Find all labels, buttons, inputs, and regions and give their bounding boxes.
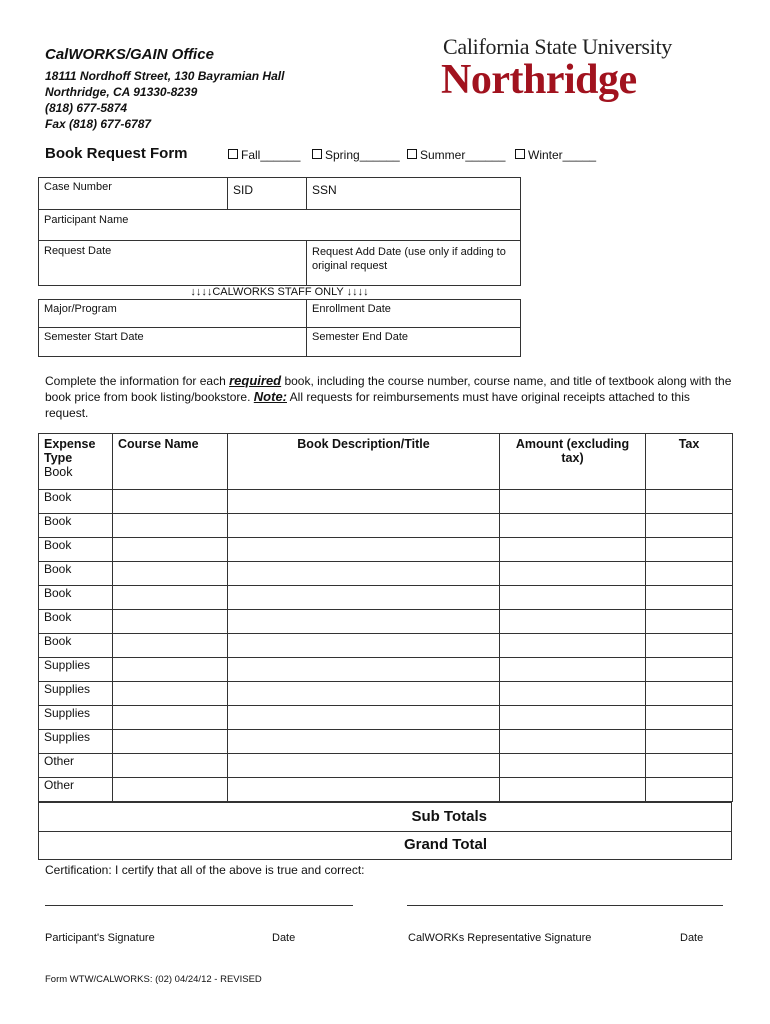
book-description-cell[interactable] xyxy=(228,538,500,562)
column-header: Course Name xyxy=(113,434,228,490)
amount-cell[interactable] xyxy=(500,754,646,778)
field-label: Semester End Date xyxy=(312,331,408,343)
course-name-cell[interactable] xyxy=(113,490,228,514)
table-row xyxy=(39,706,733,730)
book-description-cell[interactable] xyxy=(228,490,500,514)
expense-table xyxy=(38,433,733,802)
field-label: Enrollment Date xyxy=(312,303,391,315)
form-footer: Form WTW/CALWORKS: (02) 04/24/12 - REVISED xyxy=(45,974,262,985)
field-label: SID xyxy=(233,183,254,197)
required-emphasis: required xyxy=(229,373,282,388)
expense-type-cell: Supplies xyxy=(39,658,113,682)
first-row-type: Book xyxy=(44,465,73,479)
request-add-date-field[interactable] xyxy=(306,240,521,286)
instructions-part: Complete the information for each xyxy=(45,374,230,388)
amount-cell[interactable] xyxy=(500,586,646,610)
table-row xyxy=(39,490,733,514)
expense-type-cell: Other xyxy=(39,754,113,778)
tax-cell[interactable] xyxy=(646,610,733,634)
expense-type-cell: Supplies xyxy=(39,730,113,754)
form-title: Book Request Form xyxy=(45,145,188,162)
checkbox-icon[interactable] xyxy=(312,149,322,159)
term-label: Fall______ xyxy=(241,148,301,162)
amount-cell[interactable] xyxy=(500,682,646,706)
table-row xyxy=(39,562,733,586)
tax-cell[interactable] xyxy=(646,682,733,706)
expense-type-cell: Supplies xyxy=(39,682,113,706)
expense-type-cell: Book xyxy=(39,586,113,610)
field-label: Participant Name xyxy=(44,214,129,226)
grand-total-label: Grand Total xyxy=(403,836,487,853)
amount-cell[interactable] xyxy=(500,778,646,802)
course-name-cell[interactable] xyxy=(113,514,228,538)
checkbox-icon[interactable] xyxy=(228,149,238,159)
book-description-cell[interactable] xyxy=(228,706,500,730)
table-row xyxy=(39,514,733,538)
book-description-cell[interactable] xyxy=(228,754,500,778)
amount-cell[interactable] xyxy=(500,514,646,538)
table-row xyxy=(39,754,733,778)
checkbox-icon[interactable] xyxy=(407,149,417,159)
field-label: Semester Start Date xyxy=(44,331,144,343)
office-name: CalWORKS/GAIN Office xyxy=(45,46,214,63)
book-description-cell[interactable] xyxy=(228,682,500,706)
expense-type-cell: Book xyxy=(39,538,113,562)
checkbox-icon[interactable] xyxy=(515,149,525,159)
term-label: Summer______ xyxy=(420,148,506,162)
book-description-cell[interactable] xyxy=(228,610,500,634)
expense-type-cell: Book xyxy=(39,514,113,538)
course-name-cell[interactable] xyxy=(113,610,228,634)
term-spring[interactable] xyxy=(312,148,400,162)
request-date-field[interactable] xyxy=(38,240,307,286)
course-name-cell[interactable] xyxy=(113,658,228,682)
course-name-cell[interactable] xyxy=(113,538,228,562)
column-header: Tax xyxy=(646,434,733,490)
field-label: Case Number xyxy=(44,181,112,193)
tax-cell[interactable] xyxy=(646,778,733,802)
instructions-text xyxy=(45,373,735,421)
field-label: Major/Program xyxy=(44,303,117,315)
amount-cell[interactable] xyxy=(500,538,646,562)
rep-signature-line[interactable] xyxy=(407,905,723,906)
amount-cell[interactable] xyxy=(500,562,646,586)
tax-cell[interactable] xyxy=(646,658,733,682)
participant-signature-label: Participant's Signature xyxy=(45,932,155,944)
semester-start-field[interactable] xyxy=(38,327,307,357)
major-program-field[interactable] xyxy=(38,299,307,328)
book-description-cell[interactable] xyxy=(228,514,500,538)
university-logo-line1: California State University xyxy=(443,34,672,59)
expense-type-cell: Book xyxy=(39,634,113,658)
book-description-cell[interactable] xyxy=(228,730,500,754)
note-label: Note: xyxy=(253,389,287,404)
amount-cell[interactable] xyxy=(500,490,646,514)
field-label: SSN xyxy=(312,183,337,197)
amount-cell[interactable] xyxy=(500,706,646,730)
course-name-cell[interactable] xyxy=(113,682,228,706)
tax-cell[interactable] xyxy=(646,754,733,778)
tax-cell[interactable] xyxy=(646,562,733,586)
course-name-cell[interactable] xyxy=(113,754,228,778)
address-line: Northridge, CA 91330-8239 xyxy=(45,85,198,99)
ssn-field[interactable] xyxy=(306,177,521,210)
instructions-part: book, including the course number, course name, and title of textbook along with the book price from book listing/bookstore. xyxy=(45,374,732,404)
expense-type-cell: Other xyxy=(39,778,113,802)
table-row xyxy=(39,610,733,634)
course-name-cell[interactable] xyxy=(113,730,228,754)
phone-line: (818) 677-5874 xyxy=(45,101,128,115)
table-row xyxy=(39,586,733,610)
book-description-cell[interactable] xyxy=(228,658,500,682)
tax-cell[interactable] xyxy=(646,706,733,730)
field-label: Request Date xyxy=(44,245,112,257)
term-summer[interactable] xyxy=(407,148,505,162)
date-label: Date xyxy=(272,932,296,944)
book-description-cell[interactable] xyxy=(228,562,500,586)
tax-cell[interactable] xyxy=(646,586,733,610)
expense-type-cell: Supplies xyxy=(39,706,113,730)
term-fall[interactable] xyxy=(228,148,300,162)
tax-cell[interactable] xyxy=(646,538,733,562)
table-row xyxy=(39,682,733,706)
table-row xyxy=(39,538,733,562)
staff-only-banner: ↓↓↓↓CALWORKS STAFF ONLY ↓↓↓↓ xyxy=(190,286,369,298)
sub-totals-row xyxy=(38,802,732,832)
amount-cell[interactable] xyxy=(500,730,646,754)
book-description-cell[interactable] xyxy=(228,778,500,802)
expense-type-cell: Book xyxy=(39,610,113,634)
column-header: Amount (excluding tax) xyxy=(500,434,646,490)
field-label: Request Add Date (use only if adding to original request xyxy=(312,246,506,272)
address-line: 18111 Nordhoff Street, 130 Bayramian Hall xyxy=(45,69,285,83)
course-name-cell[interactable] xyxy=(113,586,228,610)
instructions-part: All requests for reimbursements must have original receipts attached to this request. xyxy=(45,390,690,420)
amount-cell[interactable] xyxy=(500,634,646,658)
tax-cell[interactable] xyxy=(646,730,733,754)
table-row xyxy=(39,730,733,754)
fax-line: Fax (818) 677-6787 xyxy=(45,117,152,131)
table-header-row xyxy=(39,434,733,490)
term-label: Spring______ xyxy=(325,148,400,162)
participant-name-field[interactable] xyxy=(38,209,521,241)
expense-type-cell: Book xyxy=(39,562,113,586)
office-address xyxy=(45,68,284,132)
sid-field[interactable] xyxy=(227,177,307,210)
certification-text: Certification: I certify that all of the above is true and correct: xyxy=(45,863,365,877)
date-label: Date xyxy=(680,932,704,944)
sub-totals-label: Sub Totals xyxy=(411,808,487,825)
semester-end-field[interactable] xyxy=(306,327,521,357)
participant-signature-line[interactable] xyxy=(45,905,353,906)
table-row xyxy=(39,634,733,658)
book-description-cell[interactable] xyxy=(228,586,500,610)
column-header: Book Description/Title xyxy=(228,434,500,490)
university-logo-line2: Northridge xyxy=(441,57,637,103)
amount-cell[interactable] xyxy=(500,658,646,682)
column-header xyxy=(39,434,113,490)
tax-cell[interactable] xyxy=(646,634,733,658)
enrollment-date-field[interactable] xyxy=(306,299,521,328)
book-description-cell[interactable] xyxy=(228,634,500,658)
course-name-cell[interactable] xyxy=(113,634,228,658)
term-label: Winter_____ xyxy=(528,148,597,162)
tax-cell[interactable] xyxy=(646,490,733,514)
case-number-field[interactable] xyxy=(38,177,228,210)
course-name-cell[interactable] xyxy=(113,778,228,802)
course-name-cell[interactable] xyxy=(113,706,228,730)
course-name-cell[interactable] xyxy=(113,562,228,586)
tax-cell[interactable] xyxy=(646,514,733,538)
expense-type-cell: Book xyxy=(39,490,113,514)
amount-cell[interactable] xyxy=(500,610,646,634)
term-winter[interactable] xyxy=(515,148,596,162)
table-row xyxy=(39,778,733,802)
header-text: Expense Type xyxy=(44,437,96,465)
rep-signature-label: CalWORKs Representative Signature xyxy=(408,932,592,944)
table-row xyxy=(39,658,733,682)
grand-total-row xyxy=(38,831,732,860)
